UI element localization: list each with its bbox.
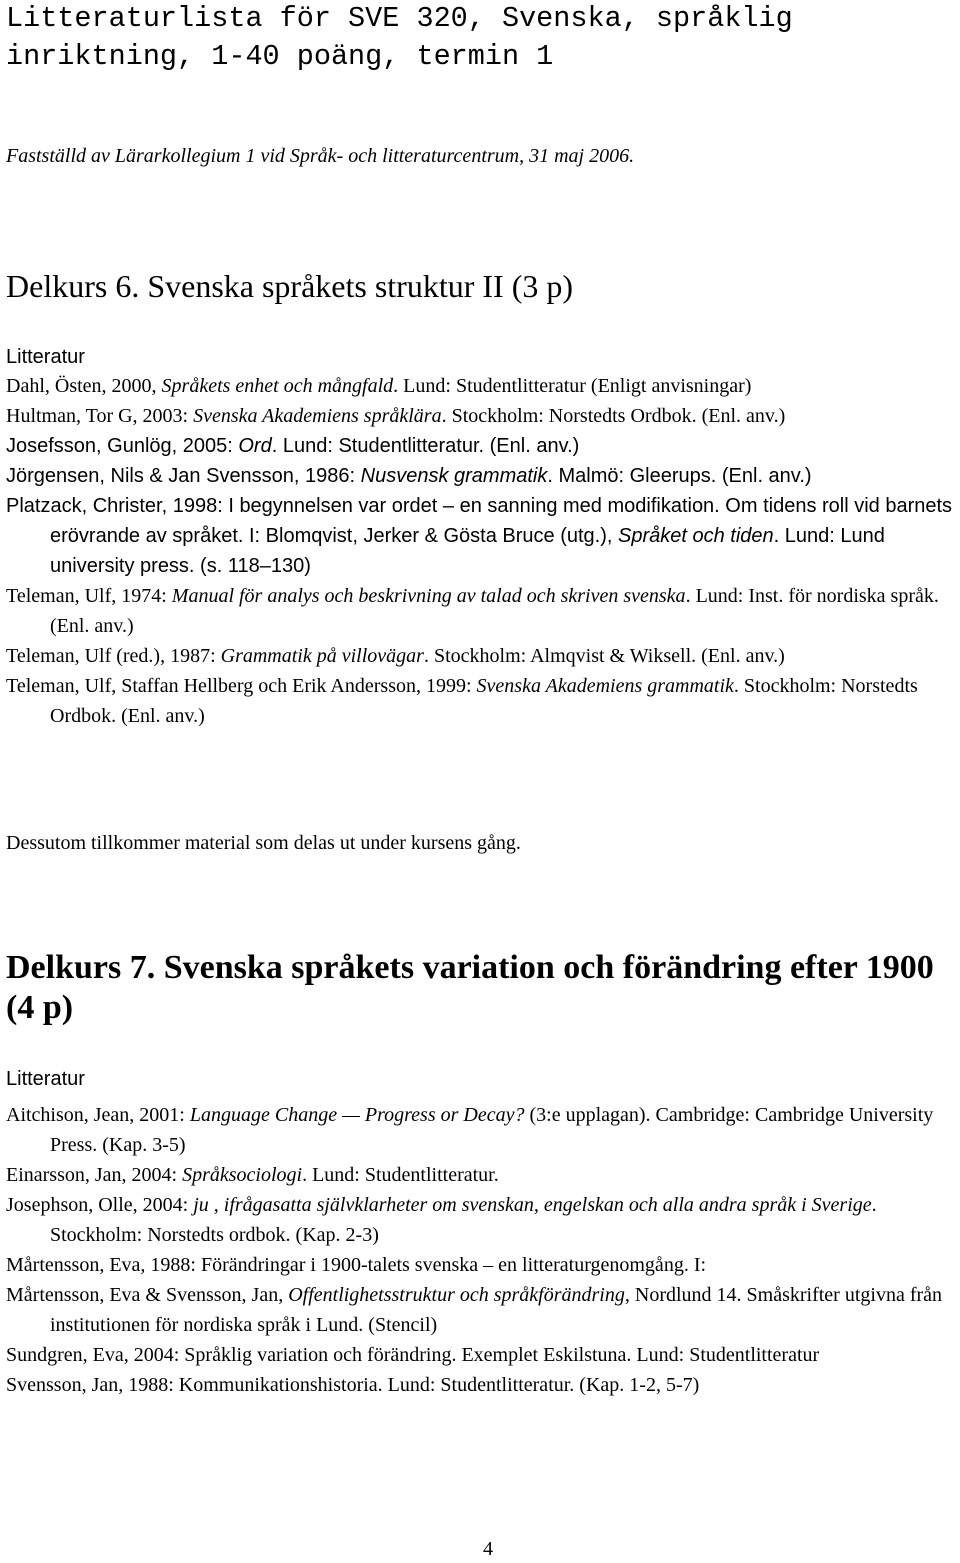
bibliography-entry	[6, 431, 956, 461]
entry-text: Jörgensen, Nils & Jan Svensson, 1986:	[6, 465, 361, 487]
bibliography-entry	[6, 1160, 956, 1190]
bibliography-entry	[6, 1370, 956, 1400]
entry-text: Mårtensson, Eva & Svensson, Jan,	[6, 1284, 289, 1306]
entry-title-italic: ju , ifrågasatta självklarheter om svenskan, engelskan och alla andra språk i Sverige	[193, 1194, 872, 1216]
entry-title-italic: Språksociologi	[182, 1164, 303, 1186]
entry-text: . Malmö: Gleerups. (Enl. anv.)	[547, 465, 812, 487]
entry-text: . Lund: Studentlitteratur.	[302, 1164, 499, 1186]
bibliography-entry	[6, 581, 956, 641]
entry-text: Teleman, Ulf, 1974:	[6, 585, 172, 607]
section-6-literature-label: Litteratur	[6, 346, 85, 368]
bibliography-entry	[6, 1250, 956, 1280]
entry-text: Svensson, Jan, 1988: Kommunikationshistoria. Lund: Studentlitteratur. (Kap. 1-2, 5-7)	[6, 1374, 700, 1396]
section-7-literature-list	[6, 1100, 956, 1400]
entry-text: . Stockholm: Norstedts ordbok. (Kap. 2-3)	[50, 1194, 877, 1246]
entry-text: Josephson, Olle, 2004:	[6, 1194, 194, 1216]
entry-text: . Lund: Studentlitteratur (Enligt anvisningar)	[393, 375, 752, 397]
entry-text: Hultman, Tor G, 2003:	[6, 405, 194, 427]
document-title: Litteraturlista för SVE 320, Svenska, språklig inriktning, 1-40 poäng, termin 1	[6, 2, 793, 73]
entry-title-italic: Manual för analys och beskrivning av talad och skriven svenska	[171, 585, 686, 607]
bibliography-entry	[6, 491, 956, 581]
entry-title-italic: Grammatik på villovägar	[220, 645, 424, 667]
entry-text: . Stockholm: Norstedts Ordbok. (Enl. anv.)	[441, 405, 786, 427]
entry-title-italic: Svenska Akademiens grammatik	[476, 675, 734, 697]
section-6-literature-list	[6, 371, 956, 731]
document-subtitle: Fastställd av Lärarkollegium 1 vid Språk- och litteraturcentrum, 31 maj 2006.	[6, 145, 635, 167]
entry-text: (3:e upplagan). Cambridge: Cambridge University Press. (Kap. 3-5)	[50, 1104, 934, 1156]
bibliography-entry	[6, 1100, 956, 1160]
entry-text: Teleman, Ulf (red.), 1987:	[6, 645, 221, 667]
entry-title-italic: Nusvensk grammatik	[360, 465, 548, 487]
entry-text: Sundgren, Eva, 2004: Språklig variation och förändring. Exemplet Eskilstuna. Lund: Studentlitteratur	[6, 1344, 820, 1366]
bibliography-entry	[6, 1190, 956, 1250]
entry-title-italic: Språket och tiden	[618, 525, 774, 547]
bibliography-entry	[6, 371, 956, 401]
entry-text: Aitchison, Jean, 2001:	[6, 1104, 190, 1126]
bibliography-entry	[6, 1340, 956, 1370]
section-7-literature-label: Litteratur	[6, 1068, 85, 1090]
bibliography-entry	[6, 401, 956, 431]
bibliography-entry	[6, 1280, 956, 1340]
entry-text: , Nordlund 14. Småskrifter utgivna från institutionen för nordiska språk i Lund. (Stencil)	[50, 1284, 943, 1336]
entry-title-italic: Ord	[238, 435, 272, 457]
section-6-heading: Delkurs 6. Svenska språkets struktur II (3 p)	[6, 268, 573, 304]
bibliography-entry	[6, 671, 956, 731]
entry-title-italic: Språkets enhet och mångfald	[161, 375, 394, 397]
entry-text: Mårtensson, Eva, 1988: Förändringar i 1900-talets svenska – en litteraturgenomgång. I:	[6, 1254, 707, 1276]
entry-text: . Lund: Lund university press. (s. 118–130)	[50, 525, 885, 577]
section-7-heading: Delkurs 7. Svenska språkets variation och förändring efter 1900 (4 p)	[6, 949, 934, 1026]
entry-text: Dahl, Östen, 2000,	[6, 375, 162, 397]
entry-text: . Stockholm: Almqvist & Wiksell. (Enl. anv.)	[423, 645, 785, 667]
entry-title-italic: Language Change — Progress or Decay?	[189, 1104, 525, 1126]
entry-text: . Lund: Studentlitteratur. (Enl. anv.)	[271, 435, 580, 457]
section-6-note: Dessutom tillkommer material som delas ut under kursens gång.	[6, 832, 521, 854]
bibliography-entry	[6, 641, 956, 671]
entry-text: . Lund: Inst. för nordiska språk. (Enl. anv.)	[50, 585, 939, 637]
entry-title-italic: Offentlighetsstruktur och språkförändring	[288, 1284, 625, 1306]
entry-text: Einarsson, Jan, 2004:	[6, 1164, 183, 1186]
page-number: 4	[483, 1538, 493, 1560]
entry-text: Platzack, Christer, 1998: I begynnelsen var ordet – en sanning med modifikation. Om tidens roll vid barnets erövrande av språket. I: Blomqvist, Jerker & Gösta Bruce (utg.),	[6, 495, 953, 547]
entry-text: . Stockholm: Norstedts Ordbok. (Enl. anv.)	[50, 675, 918, 727]
entry-title-italic: Svenska Akademiens språklära	[193, 405, 442, 427]
bibliography-entry	[6, 461, 956, 491]
entry-text: Teleman, Ulf, Staffan Hellberg och Erik Andersson, 1999:	[6, 675, 477, 697]
entry-text: Josefsson, Gunlög, 2005:	[6, 435, 239, 457]
